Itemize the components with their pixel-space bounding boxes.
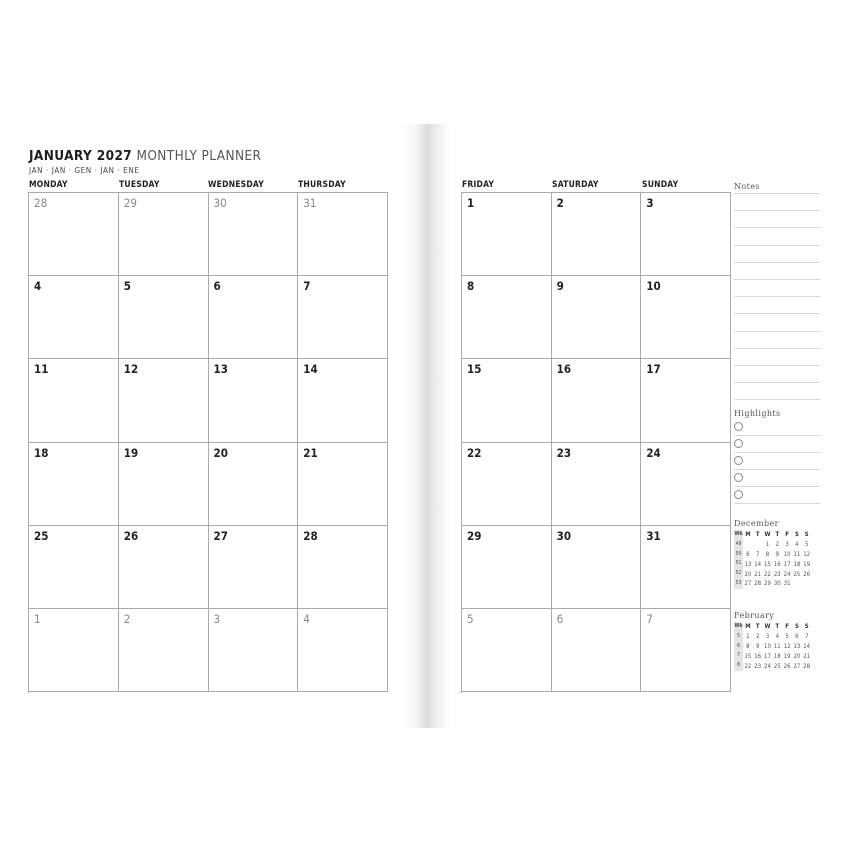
day-cell[interactable] (29, 443, 119, 526)
week-number: 51 (734, 559, 743, 569)
mini-day: 20 (744, 570, 752, 578)
week-number: 53 (734, 579, 743, 589)
mini-day: 23 (754, 662, 762, 670)
mini-day: 27 (793, 662, 801, 670)
highlight-row[interactable] (734, 453, 820, 470)
notes-line[interactable] (734, 348, 820, 349)
mini-day: 18 (793, 560, 801, 568)
mini-day: 20 (793, 652, 801, 660)
day-number: 24 (646, 445, 661, 460)
highlight-row[interactable] (734, 419, 820, 436)
title-month: JANUARY 2027 (29, 148, 133, 164)
week-number: 5 (734, 632, 743, 642)
mini-day: 31 (783, 580, 791, 588)
day-cell[interactable] (29, 359, 119, 442)
mini-day: 19 (803, 560, 811, 568)
day-number: 6 (213, 279, 221, 294)
day-cell[interactable] (29, 276, 119, 359)
mini-day: 13 (744, 560, 752, 568)
day-number: 25 (34, 528, 49, 543)
notes-line[interactable] (734, 331, 820, 332)
mini-day: 2 (775, 541, 779, 549)
mini-day: 18 (773, 652, 781, 660)
week-number: 6 (734, 642, 743, 652)
day-cell[interactable] (209, 526, 299, 609)
day-number: 19 (123, 445, 139, 460)
notes-heading: Notes (734, 182, 760, 191)
mini-day: 17 (783, 560, 791, 568)
mini-day: 7 (755, 550, 760, 558)
highlight-row[interactable] (734, 487, 820, 504)
day-number: 1 (467, 196, 475, 210)
day-cell[interactable] (552, 276, 642, 359)
page-title (29, 148, 261, 164)
day-number: 30 (556, 528, 572, 543)
day-number: 17 (646, 362, 661, 377)
mini-weekday-header: S (804, 623, 809, 631)
day-number: 6 (556, 611, 564, 626)
mini-day: 3 (785, 541, 789, 549)
mini-day: 28 (803, 662, 811, 670)
day-cell[interactable] (462, 359, 552, 442)
day-number: 16 (556, 362, 572, 377)
day-number: 18 (34, 445, 49, 460)
day-number: 13 (213, 362, 228, 377)
day-number: 7 (646, 611, 653, 626)
mini-weekday-header: T (755, 623, 760, 631)
mini-day: 10 (764, 642, 771, 650)
week-number-header: Wk (734, 530, 743, 540)
day-number: 1 (34, 611, 41, 626)
day-number: 28 (303, 528, 318, 543)
mini-calendar (734, 530, 822, 589)
day-number: 20 (213, 445, 228, 460)
mini-day: 7 (804, 633, 809, 641)
mini-day: 26 (783, 662, 791, 670)
day-number: 10 (646, 279, 661, 294)
day-cell[interactable] (119, 193, 209, 276)
notes-line[interactable] (734, 313, 820, 314)
day-cell[interactable] (119, 359, 209, 442)
notes-line[interactable] (734, 399, 820, 400)
mini-day: 2 (755, 633, 760, 641)
mini-day: 4 (795, 541, 799, 549)
mini-day: 8 (765, 550, 770, 558)
day-cell[interactable] (209, 193, 299, 276)
day-number: 4 (303, 611, 310, 626)
mini-calendar-title: February (734, 611, 775, 620)
week-number: 8 (734, 661, 743, 671)
calendar-grid-right (461, 192, 731, 693)
mini-weekday-header: W (764, 531, 771, 539)
day-cell[interactable] (209, 359, 299, 442)
mini-day: 3 (765, 633, 770, 641)
mini-day: 6 (746, 550, 750, 558)
day-number: 31 (303, 196, 317, 210)
mini-day: 24 (764, 662, 771, 670)
day-number: 3 (646, 196, 654, 210)
notes-line[interactable] (734, 365, 820, 366)
day-number: 29 (467, 528, 482, 543)
day-cell[interactable] (209, 276, 299, 359)
page-subtitle: JAN · JAN · GEN · JAN · ENE (29, 166, 140, 175)
day-number: 3 (213, 611, 221, 626)
notes-line[interactable] (734, 262, 820, 263)
mini-day: 22 (744, 662, 752, 670)
page-gutter (402, 124, 450, 728)
mini-day: 5 (804, 541, 809, 549)
mini-day: 15 (744, 652, 752, 660)
calendar-grid-left (28, 192, 388, 693)
day-cell[interactable] (462, 443, 552, 526)
mini-day: 9 (775, 550, 779, 558)
week-number-header: Wk (734, 622, 743, 632)
mini-day: 4 (775, 633, 779, 641)
day-number: 7 (303, 279, 311, 294)
day-number: 12 (123, 362, 139, 377)
notes-line[interactable] (734, 382, 820, 383)
week-number: 52 (734, 569, 743, 579)
mini-weekday-header: T (755, 531, 760, 539)
mini-day: 29 (764, 580, 771, 588)
day-number: 4 (34, 279, 42, 294)
day-number: 2 (123, 611, 131, 626)
mini-day: 14 (754, 560, 762, 568)
day-cell[interactable] (29, 526, 119, 609)
day-cell[interactable] (552, 609, 642, 692)
mini-weekday-header: W (764, 623, 771, 631)
mini-day: 1 (746, 633, 750, 641)
mini-day: 11 (793, 550, 801, 558)
day-cell[interactable] (552, 526, 642, 609)
day-cell[interactable] (209, 609, 299, 692)
day-number: 31 (646, 528, 661, 543)
mini-day: 23 (773, 570, 781, 578)
day-cell[interactable] (29, 193, 119, 276)
mini-weekday-header: M (745, 623, 751, 631)
weekday-header-saturday: SATURDAY (552, 180, 599, 190)
notes-line[interactable] (734, 279, 820, 280)
day-cell[interactable] (298, 359, 388, 442)
day-number: 14 (303, 362, 318, 377)
day-cell[interactable] (298, 276, 388, 359)
day-cell[interactable] (641, 193, 731, 276)
circle-bullet-icon (734, 439, 743, 448)
day-number: 5 (467, 611, 474, 626)
mini-day: 21 (803, 652, 811, 660)
day-cell[interactable] (552, 359, 642, 442)
mini-weekday-header: S (794, 531, 799, 539)
day-number: 8 (467, 279, 475, 294)
weekday-header-friday: FRIDAY (462, 180, 495, 190)
mini-weekday-header: F (785, 531, 789, 539)
notes-line[interactable] (734, 245, 820, 246)
mini-weekday-header: F (785, 623, 789, 631)
mini-weekday-header: S (794, 623, 799, 631)
mini-day: 8 (746, 642, 750, 650)
mini-day: 13 (793, 642, 801, 650)
mini-day: 11 (773, 642, 781, 650)
circle-bullet-icon (734, 422, 743, 431)
mini-day: 26 (803, 570, 811, 578)
mini-day: 12 (783, 642, 791, 650)
day-cell[interactable] (641, 526, 731, 609)
mini-day: 14 (803, 642, 811, 650)
weekday-header-sunday: SUNDAY (642, 180, 679, 190)
mini-day: 1 (765, 541, 770, 549)
day-number: 26 (123, 528, 139, 543)
day-cell[interactable] (641, 359, 731, 442)
mini-day: 21 (754, 570, 762, 578)
day-number: 2 (556, 196, 564, 210)
day-number: 28 (34, 196, 48, 210)
day-cell[interactable] (552, 443, 642, 526)
mini-day: 24 (783, 570, 791, 578)
day-number: 23 (556, 445, 572, 460)
title-label: MONTHLY PLANNER (136, 148, 262, 164)
day-cell[interactable] (119, 443, 209, 526)
day-number: 27 (213, 528, 228, 543)
day-number: 15 (467, 362, 482, 377)
mini-day: 6 (795, 633, 799, 641)
day-number: 11 (34, 362, 49, 377)
week-number: 50 (734, 550, 743, 560)
mini-day: 25 (793, 570, 801, 578)
day-cell[interactable] (641, 443, 731, 526)
mini-weekday-header: S (804, 531, 809, 539)
mini-day: 12 (803, 550, 811, 558)
mini-day: 22 (764, 570, 771, 578)
weekday-header-thursday: THURSDAY (298, 180, 346, 190)
weekday-header-wednesday: WEDNESDAY (208, 180, 264, 190)
mini-calendar-title: December (734, 519, 779, 528)
mini-weekday-header: T (775, 531, 780, 539)
day-cell[interactable] (462, 276, 552, 359)
day-number: 29 (123, 196, 137, 210)
day-cell[interactable] (462, 609, 552, 692)
day-cell[interactable] (119, 609, 209, 692)
day-cell[interactable] (298, 193, 388, 276)
day-cell[interactable] (209, 443, 299, 526)
mini-calendar (734, 622, 822, 671)
day-cell[interactable] (298, 609, 388, 692)
week-number: 49 (734, 540, 743, 550)
circle-bullet-icon (734, 490, 743, 499)
mini-day: 27 (744, 580, 752, 588)
mini-day: 28 (754, 580, 762, 588)
day-number: 5 (123, 279, 131, 294)
mini-day: 10 (783, 550, 791, 558)
mini-day: 17 (764, 652, 771, 660)
week-number: 7 (734, 651, 743, 661)
highlight-row[interactable] (734, 470, 820, 487)
weekday-header-monday: MONDAY (29, 180, 68, 190)
notes-line[interactable] (734, 227, 820, 228)
day-cell[interactable] (298, 526, 388, 609)
mini-weekday-header: M (745, 531, 751, 539)
day-number: 22 (467, 445, 482, 460)
notes-line[interactable] (734, 210, 820, 211)
day-cell[interactable] (552, 193, 642, 276)
day-cell[interactable] (641, 609, 731, 692)
day-cell[interactable] (119, 276, 209, 359)
mini-day: 15 (764, 560, 771, 568)
mini-day: 5 (785, 633, 789, 641)
notes-line[interactable] (734, 296, 820, 297)
highlights-heading: Highlights (734, 409, 781, 418)
day-number: 21 (303, 445, 318, 460)
mini-day: 25 (773, 662, 781, 670)
weekday-header-tuesday: TUESDAY (119, 180, 160, 190)
day-cell[interactable] (462, 193, 552, 276)
day-number: 30 (213, 196, 227, 210)
mini-day: 16 (773, 560, 781, 568)
day-cell[interactable] (641, 276, 731, 359)
mini-day: 16 (754, 652, 762, 660)
highlight-row[interactable] (734, 436, 820, 453)
mini-day: 19 (783, 652, 791, 660)
circle-bullet-icon (734, 456, 743, 465)
day-number: 9 (556, 279, 564, 294)
day-cell[interactable] (462, 526, 552, 609)
mini-day: 30 (773, 580, 781, 588)
day-cell[interactable] (298, 443, 388, 526)
circle-bullet-icon (734, 473, 743, 482)
day-cell[interactable] (29, 609, 119, 692)
notes-line[interactable] (734, 193, 820, 194)
mini-weekday-header: T (775, 623, 780, 631)
mini-day: 9 (755, 642, 760, 650)
day-cell[interactable] (119, 526, 209, 609)
